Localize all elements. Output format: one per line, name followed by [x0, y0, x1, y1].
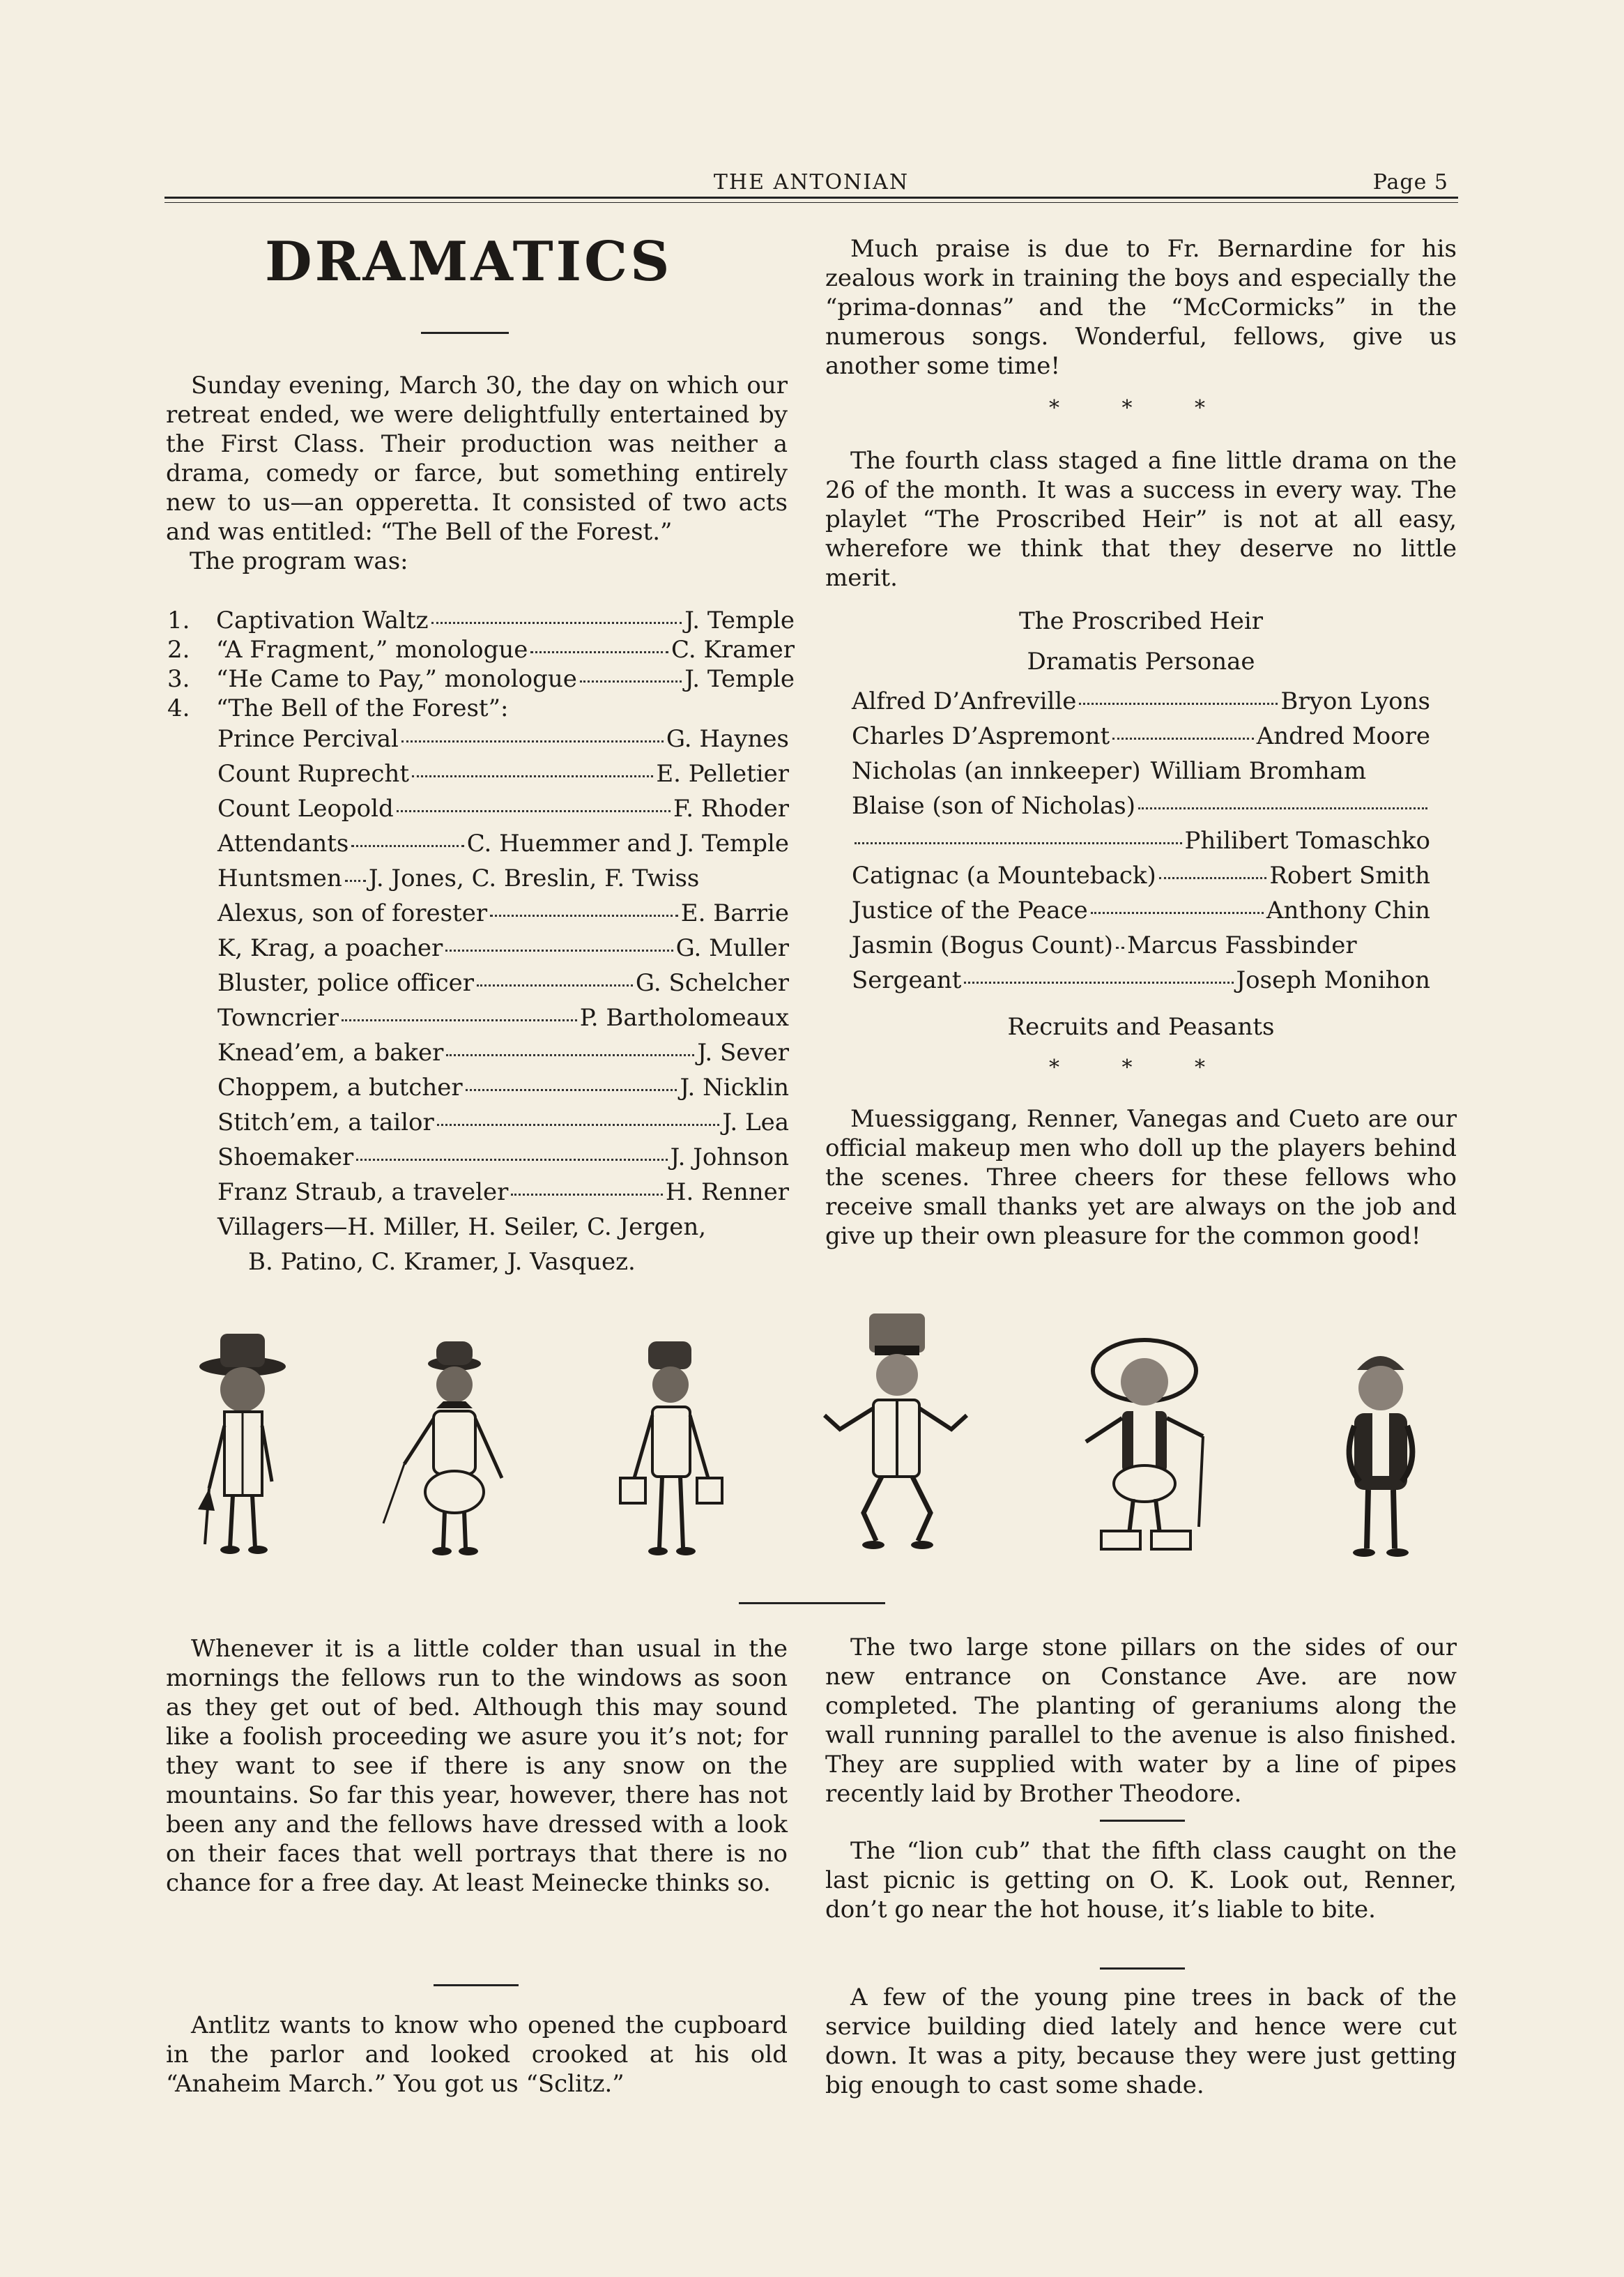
figure-hands-in-pockets-icon	[1328, 1342, 1432, 1565]
cast-row: Attendants C. Huemmer and J. Temple	[217, 830, 789, 858]
program-item: 3. “He Came to Pay,” monologue J. Temple	[167, 665, 795, 693]
fourth-class-paragraph: The fourth class staged a fine little drama on the 26 of the month. It was a success in every way. The playlet “The Proscribed Heir” is not at all easy, wherefore we think that they deserve no little merit.	[825, 447, 1457, 592]
column-divider	[1100, 1820, 1185, 1822]
section-divider	[739, 1602, 885, 1604]
cartoon-figure-top-hat	[188, 1328, 293, 1558]
cast-row: Count Ruprecht E. Pelletier	[217, 760, 789, 788]
praise-paragraph: Much praise is due to Fr. Bernardine for his zealous work in training the boys and especially the “prima-donnas” and the “McCormicks” in the numerous songs. Wonderful, fellows, give us another some time!	[825, 235, 1457, 380]
cast-row: Knead’em, a baker J. Sever	[217, 1039, 789, 1067]
figure-dancing-icon	[819, 1311, 972, 1562]
persona-row: Charles D’Aspremont Andred Moore	[852, 722, 1430, 750]
play-title: The Proscribed Heir	[1018, 607, 1264, 635]
page-number: Page 5	[1372, 170, 1448, 195]
fourth-class-text	[825, 446, 1457, 593]
villagers-line: B. Patino, C. Kramer, J. Vasquez.	[248, 1248, 636, 1276]
pines-paragraph: A few of the young pine trees in back of the service building died lately and hence were cut down. It was a pity, because they were just getting big enough to cast some shade.	[825, 1983, 1457, 2099]
persona-row: Blaise (son of Nicholas)	[852, 792, 1430, 823]
cartoon-figure-pockets	[1328, 1342, 1432, 1565]
cast-row: Alexus, son of forester E. Barrie	[217, 899, 789, 927]
program-item: 2. “A Fragment,” monologue C. Kramer	[167, 636, 795, 664]
persona-row: Nicholas (an innkeeper) William Bromham	[852, 757, 1367, 785]
header-rule	[164, 197, 1458, 199]
pines-text	[825, 1983, 1457, 2100]
program-item: 4. “The Bell of the Forest”:	[167, 694, 509, 722]
antlitz-text	[166, 2011, 788, 2099]
section-title: DRAMATICS	[265, 230, 673, 294]
dramatis-personae-list	[852, 687, 1430, 1008]
header-rule-thin	[164, 202, 1458, 203]
cast-row: Stitch’em, a tailor J. Lea	[217, 1109, 789, 1136]
cast-row: Bluster, police officer G. Schelcher	[217, 969, 789, 997]
recruits-line: Recruits and Peasants	[1007, 1013, 1275, 1041]
cast-row: Towncrier P. Bartholomeaux	[217, 1004, 789, 1032]
persona-row: Justice of the Peace Anthony Chin	[852, 897, 1430, 924]
cast-row: Choppem, a butcher J. Nicklin	[217, 1074, 789, 1102]
antlitz-paragraph: Antlitz wants to know who opened the cupboard in the parlor and looked crooked at his old “Anaheim March.” You got us “Sclitz.”	[166, 2011, 788, 2098]
cast-row: K, Krag, a poacher G. Muller	[217, 934, 789, 962]
cartoon-figure-wide-hat	[1066, 1325, 1220, 1562]
figure-wide-hat-cane-icon	[1066, 1325, 1220, 1562]
figure-doublet-cane-icon	[376, 1339, 516, 1562]
separator-stars: * * *	[1048, 396, 1234, 420]
snow-paragraph: Whenever it is a little colder than usual in the mornings the fellows run to the windows as soon as they get out of bed. Although this may sound like a foolish proceeding we asure you it’s not; for they want to see if there is any snow on the mountains. So far this year, however, there has not been any and the fellows have dressed with a look on their faces that well portrays that there is no chance for a free day. At least Meinecke thinks so.	[166, 1635, 788, 1897]
program-item: 1. Captivation Waltz J. Temple	[167, 607, 795, 634]
praise-text	[825, 234, 1457, 381]
cast-row: Prince Percival G. Haynes	[217, 725, 789, 753]
cast-row: Shoemaker J. Johnson	[217, 1143, 789, 1171]
cast-row: Count Leopold F. Rhoder	[217, 795, 789, 823]
lion-paragraph: The “lion cub” that the fifth class caught on the last picnic is getting on O. K. Look out, Renner, don’t go near the hot house, it’s liable to bite.	[825, 1837, 1457, 1924]
separator-stars: * * *	[1048, 1056, 1234, 1080]
persona-row: Philibert Tomaschko	[852, 827, 1430, 858]
pillars-paragraph: The two large stone pillars on the sides of our new entrance on Constance Ave. are now completed. The planting of geraniums along the wall running parallel to the avenue is also finished. They are supplied with water by a line of pipes recently laid by Brother Theodore.	[825, 1634, 1457, 1808]
persona-row: Jasmin (Bogus Count) Marcus Fassbinder	[852, 931, 1357, 959]
pillars-text	[825, 1633, 1457, 1808]
persona-row: Catignac (a Mounteback) Robert Smith	[852, 862, 1430, 890]
cartoon-figure-dancing	[819, 1311, 972, 1562]
intro-paragraph: Sunday evening, March 30, the day on which our retreat ended, we were delightfully entertained by the First Class. Their production was neither a drama, comedy or farce, but something entirely new to us—an opperetta. It consisted of two acts and was entitled: “The Bell of the Forest.”	[166, 372, 788, 546]
cartoon-figure-doublet	[376, 1339, 516, 1562]
lion-text	[825, 1836, 1457, 1924]
figure-buckets-icon	[613, 1339, 732, 1562]
cast-row: Franz Straub, a traveler H. Renner	[217, 1178, 789, 1206]
program-intro: The program was:	[190, 547, 408, 575]
cast-row: Huntsmen J. Jones, C. Breslin, F. Twiss	[217, 865, 700, 892]
makeup-text	[825, 1104, 1457, 1251]
title-rule	[421, 332, 509, 334]
column-divider	[1100, 1967, 1185, 1970]
running-header	[164, 167, 1458, 201]
snow-text	[166, 1634, 788, 1898]
persona-row: Alfred D’Anfreville Bryon Lyons	[852, 687, 1430, 715]
publication-title: THE ANTONIAN	[713, 170, 910, 195]
persona-row: Sergeant Joseph Monihon	[852, 966, 1430, 994]
dramatis-heading: Dramatis Personae	[1027, 648, 1255, 676]
cartoon-figure-buckets	[613, 1339, 732, 1562]
cast-list	[217, 725, 789, 1283]
dramatics-intro	[166, 371, 788, 576]
villagers-line: Villagers—H. Miller, H. Seiler, C. Jergen,	[217, 1213, 707, 1241]
column-divider	[434, 1984, 519, 1986]
figure-top-hat-umbrella-icon	[188, 1328, 293, 1558]
makeup-paragraph: Muessiggang, Renner, Vanegas and Cueto are our official makeup men who doll up the players behind the scenes. Three cheers for these fellows who receive small thanks yet are always on the job and give up their own pleasure for the common good!	[825, 1105, 1457, 1250]
